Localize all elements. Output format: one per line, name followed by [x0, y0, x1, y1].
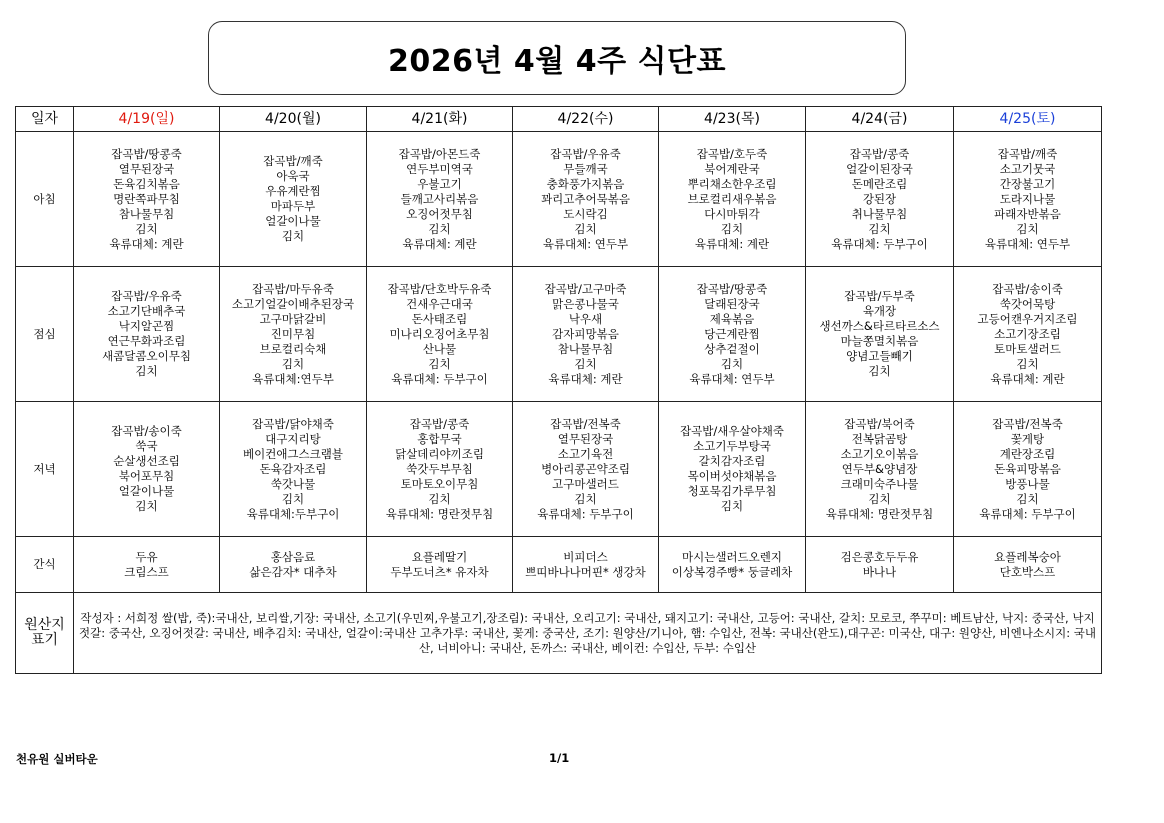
menu-item: 열무된장국 [118, 161, 175, 176]
menu-item: 김치 [720, 356, 744, 371]
menu-item: 뿌리채소한우조림 [687, 176, 777, 191]
menu-item: 순살생선조림 [113, 454, 180, 468]
day-header-fri: 4/24(금) [806, 107, 954, 132]
menu-cell [74, 537, 220, 593]
menu-cell [954, 402, 1102, 537]
menu-cell [954, 267, 1102, 402]
menu-item: 계란장조림 [999, 446, 1056, 461]
menu-item: 당근계란찜 [704, 326, 760, 341]
menu-item: 육류대체: 두부구이 [537, 506, 634, 521]
menu-item: 생선까스&타르타르소스 [819, 319, 940, 333]
menu-item: 이상복경주빵* 둥글레차 [671, 564, 793, 579]
menu-cell-items [369, 147, 510, 252]
menu-item: 잡곡밥/송이죽 [992, 281, 1063, 296]
menu-item: 쁘띠바나나머핀* 생강차 [525, 564, 646, 579]
menu-item: 잡곡밥/콩죽 [409, 416, 470, 431]
menu-item: 연두부미역국 [406, 161, 473, 176]
menu-item: 대구지리탕 [265, 431, 321, 446]
menu-item: 전복닭곰탕 [851, 431, 908, 446]
menu-cell [220, 267, 367, 402]
menu-cell-items [515, 417, 656, 522]
menu-cell [220, 537, 367, 593]
menu-item: 산나물 [422, 341, 457, 356]
menu-item: 우유계란찜 [265, 184, 321, 198]
menu-item: 육류대체: 두부구이 [391, 371, 488, 386]
menu-item: 잡곡밥/닭야채죽 [252, 416, 334, 431]
menu-item: 쑥갓두부무침 [406, 461, 473, 476]
menu-cell-items [956, 550, 1099, 580]
meal-row-lunch [16, 267, 1102, 402]
menu-cell-items [956, 147, 1099, 252]
menu-item: 육류대체: 두부구이 [831, 236, 928, 251]
menu-cell-items [808, 147, 951, 252]
menu-cell-items [76, 147, 217, 252]
menu-item: 김치 [574, 356, 597, 371]
menu-cell-items [808, 289, 951, 379]
menu-item: 김치 [720, 499, 744, 513]
menu-item: 돈육김치볶음 [113, 176, 180, 191]
menu-item: 김치 [1016, 221, 1039, 236]
menu-item: 충화풍가지볶음 [546, 176, 625, 191]
menu-item: 잡곡밥/두부죽 [844, 289, 915, 303]
menu-cell [806, 537, 954, 593]
menu-item: 바나나 [862, 564, 897, 579]
menu-item: 다시마튀각 [704, 206, 760, 221]
menu-item: 우불고기 [417, 176, 462, 191]
menu-item: 목이버섯야채볶음 [687, 469, 777, 483]
corner-label: 일자 [16, 107, 74, 132]
menu-item: 잡곡밥/땅콩죽 [696, 281, 768, 296]
menu-cell-items [808, 550, 951, 580]
menu-item: 육류대체:연두부 [252, 371, 334, 386]
menu-item: 육류대체: 연두부 [984, 236, 1071, 251]
menu-item: 두유 [135, 549, 158, 564]
menu-item: 잡곡밥/전복죽 [992, 416, 1063, 431]
menu-cell [659, 537, 806, 593]
menu-cell-items [222, 417, 364, 522]
menu-item: 소고기얼갈이배추된장국 [231, 296, 355, 311]
menu-item: 육류대체: 연두부 [689, 371, 775, 386]
menu-cell-items [661, 550, 803, 580]
menu-item: 고구마닭갈비 [259, 311, 327, 326]
menu-cell-items [222, 550, 364, 580]
menu-item: 참나물무침 [118, 206, 175, 221]
menu-item: 새콤달콤오이무침 [102, 349, 191, 363]
menu-item: 얼갈이나물 [118, 484, 175, 498]
menu-item: 잡곡밥/마두유죽 [252, 281, 334, 296]
menu-cell-items [76, 289, 217, 379]
menu-item: 소고기뭇국 [999, 161, 1056, 176]
menu-item: 열무된장국 [557, 431, 614, 446]
menu-item: 김치 [720, 221, 744, 236]
page-title: 2026년 4월 4주 식단표 [388, 44, 726, 79]
menu-item: 김치 [428, 491, 451, 506]
menu-item: 연두부&양념장 [841, 461, 918, 476]
menu-cell-items [76, 424, 217, 514]
menu-item: 김치 [574, 491, 597, 506]
menu-item: 상추겉절이 [704, 341, 760, 356]
menu-cell-items [956, 417, 1099, 522]
menu-item: 요플레딸기 [411, 549, 468, 564]
menu-cell [74, 402, 220, 537]
menu-item: 김치 [281, 491, 305, 506]
meal-label-dinner: 저녁 [16, 402, 74, 537]
menu-cell-items [808, 417, 951, 522]
menu-item: 닭살데리야끼조림 [395, 446, 484, 461]
menu-cell-items [369, 550, 510, 580]
menu-item: 잡곡밥/고구마죽 [544, 281, 627, 296]
menu-cell [659, 402, 806, 537]
menu-cell-items [76, 550, 217, 580]
menu-item: 베이컨애그스크램블 [243, 446, 343, 461]
menu-item: 육류대체: 명란젓무침 [385, 506, 494, 521]
menu-cell-items [222, 282, 364, 387]
menu-item: 도시락김 [563, 206, 608, 221]
menu-item: 요플레복숭아 [994, 549, 1061, 564]
menu-cell-items [369, 417, 510, 522]
menu-item: 잡곡밥/북어죽 [844, 416, 915, 431]
menu-item: 육류대체: 두부구이 [979, 506, 1076, 521]
menu-item: 잡곡밥/깨죽 [263, 154, 323, 168]
menu-item: 고등어캔우거지조림 [977, 311, 1078, 326]
meal-row-dinner [16, 402, 1102, 537]
menu-item: 북어계란국 [704, 161, 760, 176]
menu-cell [74, 132, 220, 267]
menu-cell-items [222, 154, 364, 244]
menu-item: 꽈리고추어묵볶음 [541, 191, 630, 206]
menu-cell [367, 402, 513, 537]
menu-item: 얼갈이된장국 [846, 161, 913, 176]
menu-item: 달래된장국 [704, 296, 760, 311]
menu-cell [806, 132, 954, 267]
menu-item: 감자피망볶음 [552, 326, 619, 341]
meal-label-snack: 간식 [16, 537, 74, 593]
menu-item: 소고기오이볶음 [840, 446, 919, 461]
menu-cell-items [956, 282, 1099, 387]
menu-cell [513, 537, 659, 593]
origin-label: 원산지 표기 [16, 593, 74, 674]
menu-item: 잡곡밥/우유죽 [550, 146, 621, 161]
menu-item: 김치 [574, 221, 597, 236]
menu-item: 잡곡밥/송이죽 [111, 424, 182, 438]
menu-item: 참나물무침 [557, 341, 614, 356]
menu-item: 육류대체: 계란 [402, 236, 477, 251]
menu-item: 강된장 [862, 191, 897, 206]
menu-item: 돈메란조림 [851, 176, 908, 191]
menu-item: 간장불고기 [999, 176, 1056, 191]
menu-item: 두부도너츠* 유자차 [390, 564, 489, 579]
menu-cell-items [515, 147, 656, 252]
menu-item: 육개장 [862, 304, 897, 318]
menu-item: 연근무화과조림 [107, 334, 186, 348]
menu-item: 육류대체: 계란 [548, 371, 623, 386]
menu-item: 김치 [281, 229, 305, 243]
menu-item: 홍합무국 [417, 431, 462, 446]
menu-item: 제육볶음 [709, 311, 755, 326]
menu-item: 김치 [428, 221, 451, 236]
menu-cell-items [661, 147, 803, 252]
menu-item: 삶은감자* 대추차 [249, 564, 337, 579]
menu-item: 검은콩호두두유 [840, 549, 919, 564]
menu-item: 브로컬리새우볶음 [687, 191, 777, 206]
menu-item: 마시는샐러드오렌지 [682, 549, 782, 564]
menu-item: 북어포무침 [118, 469, 175, 483]
menu-item: 낙지알곤찜 [118, 319, 175, 333]
menu-item: 잡곡밥/우유죽 [111, 289, 182, 303]
menu-item: 비피더스 [563, 549, 608, 564]
day-header-tue: 4/21(화) [367, 107, 513, 132]
menu-item: 건새우근대국 [406, 296, 473, 311]
menu-item: 명란쪽파무침 [113, 191, 180, 206]
menu-item: 소고기육전 [557, 446, 614, 461]
menu-item: 소고기두부탕국 [693, 439, 771, 453]
menu-item: 단호박스프 [999, 564, 1056, 579]
menu-cell [220, 402, 367, 537]
menu-cell [659, 267, 806, 402]
menu-item: 파래자반볶음 [994, 206, 1061, 221]
menu-cell [954, 537, 1102, 593]
footer-page-number: 1/1 [549, 751, 570, 765]
menu-item: 육류대체: 계란 [990, 371, 1065, 386]
meal-row-snack [16, 537, 1102, 593]
menu-cell [806, 267, 954, 402]
day-header-sun: 4/19(일) [74, 107, 220, 132]
date-header-row [16, 107, 1102, 132]
menu-item: 김치 [135, 221, 158, 236]
menu-cell [513, 402, 659, 537]
menu-item: 마파두부 [270, 199, 316, 213]
menu-item: 병아리콩곤약조림 [541, 461, 630, 476]
menu-table [15, 106, 1102, 674]
menu-item: 잡곡밥/땅콩죽 [111, 146, 182, 161]
menu-item: 잡곡밥/아몬드죽 [398, 146, 481, 161]
menu-item: 육류대체: 명란젓무침 [825, 506, 934, 521]
day-header-sat: 4/25(토) [954, 107, 1102, 132]
day-header-thu: 4/23(목) [659, 107, 806, 132]
menu-cell-items [661, 282, 803, 387]
menu-item: 낙우새 [568, 311, 603, 326]
menu-item: 잡곡밥/호두죽 [696, 146, 768, 161]
menu-cell [954, 132, 1102, 267]
menu-item: 김치 [1016, 356, 1039, 371]
menu-cell [367, 267, 513, 402]
meal-row-breakfast [16, 132, 1102, 267]
day-header-wed: 4/22(수) [513, 107, 659, 132]
menu-cell [367, 537, 513, 593]
menu-item: 크래미숙주나물 [840, 476, 919, 491]
menu-item: 크림스프 [124, 564, 169, 579]
menu-item: 도라지나물 [999, 191, 1056, 206]
menu-item: 맑은콩나물국 [552, 296, 619, 311]
menu-cell [513, 267, 659, 402]
menu-item: 김치 [281, 356, 305, 371]
menu-item: 육류대체: 계란 [109, 236, 184, 251]
menu-item: 쑥갓어묵탕 [999, 296, 1056, 311]
menu-item: 돈사태조림 [411, 311, 468, 326]
menu-item: 김치 [1016, 491, 1039, 506]
menu-item: 쑥국 [135, 439, 158, 453]
menu-item: 오징어젓무침 [406, 206, 473, 221]
menu-item: 청포묵김가루무침 [687, 484, 777, 498]
menu-cell [513, 132, 659, 267]
menu-item: 돈육피망볶음 [994, 461, 1061, 476]
menu-item: 마늘쫑멸치볶음 [840, 334, 919, 348]
menu-item: 잡곡밥/단호박두유죽 [387, 281, 492, 296]
menu-item: 소고기장조림 [994, 326, 1061, 341]
menu-item: 토마토오이무침 [400, 476, 479, 491]
menu-cell [220, 132, 367, 267]
menu-item: 취나물무침 [851, 206, 908, 221]
menu-cell [806, 402, 954, 537]
menu-item: 얼갈이나물 [265, 214, 321, 228]
title-box [208, 21, 906, 95]
menu-item: 방풍나물 [1005, 476, 1050, 491]
meal-label-lunch: 점심 [16, 267, 74, 402]
meal-label-breakfast: 아침 [16, 132, 74, 267]
menu-item: 아욱국 [276, 169, 310, 183]
menu-item: 꽃게탕 [1010, 431, 1045, 446]
menu-item: 고구마샐러드 [552, 476, 619, 491]
menu-cell-items [515, 550, 656, 580]
menu-item: 홍삼음료 [270, 549, 316, 564]
menu-item: 쑥갓나물 [270, 476, 316, 491]
menu-item: 잡곡밥/깨죽 [997, 146, 1058, 161]
menu-item: 김치 [428, 356, 451, 371]
menu-item: 김치 [135, 499, 158, 513]
menu-item: 토마토샐러드 [994, 341, 1061, 356]
menu-item: 브로컬리숙채 [259, 341, 327, 356]
origin-text: 작성자 : 서희정 쌀(밥, 죽):국내산, 보리쌀,기장: 국내산, 소고기(우민찌,우불고기,장조림): 국내산, 오리고기: 국내산, 돼지고기: 국내산, 고등어: 국내산, 갈치: 모로코, 쭈꾸미: 베트남산, 낙지: 중국산, 낙지젓갈: 중국산, 오징어젓갈: 국내산, 배추김치: 국내산, 얼갈이:국내산 고추가루: 국내산, 꽃게: 중국산, 조기: 원양산/기니아, 햄: 수입산, 전복: 국내산(완도),대구곤: 미국산, 대구: 원양산, 비엔나소시지: 국내산, 너비아니: 국내산, 돈까스: 국내산, 베이컨: 수입산, 두부: 수입산 [74, 593, 1102, 674]
menu-cell-items [369, 282, 510, 387]
menu-cell-items [661, 424, 803, 514]
menu-cell-items [515, 282, 656, 387]
menu-item: 양념고들빼기 [846, 349, 913, 363]
menu-item: 소고기단배추국 [107, 304, 186, 318]
menu-item: 갈치감자조림 [698, 454, 766, 468]
menu-item: 육류대체: 계란 [694, 236, 770, 251]
origin-row [16, 593, 1102, 674]
menu-item: 진미무침 [270, 326, 316, 341]
menu-item: 잡곡밥/콩죽 [849, 146, 910, 161]
menu-cell [367, 132, 513, 267]
menu-item: 미나리오징어초무침 [389, 326, 490, 341]
menu-item: 김치 [868, 491, 891, 506]
menu-item: 육류대체: 연두부 [542, 236, 629, 251]
menu-item: 잡곡밥/새우살야채죽 [680, 424, 784, 438]
menu-item: 무들깨국 [563, 161, 608, 176]
menu-item: 김치 [868, 364, 891, 378]
menu-item: 돈육감자조림 [259, 461, 327, 476]
menu-item: 김치 [135, 364, 158, 378]
footer-organization: 천유원 실버타운 [16, 752, 98, 766]
menu-item: 김치 [868, 221, 891, 236]
menu-item: 들깨고사리볶음 [400, 191, 479, 206]
menu-item: 육류대체:두부구이 [246, 506, 340, 521]
day-header-mon: 4/20(월) [220, 107, 367, 132]
menu-cell [74, 267, 220, 402]
menu-cell [659, 132, 806, 267]
menu-item: 잡곡밥/전복죽 [550, 416, 621, 431]
